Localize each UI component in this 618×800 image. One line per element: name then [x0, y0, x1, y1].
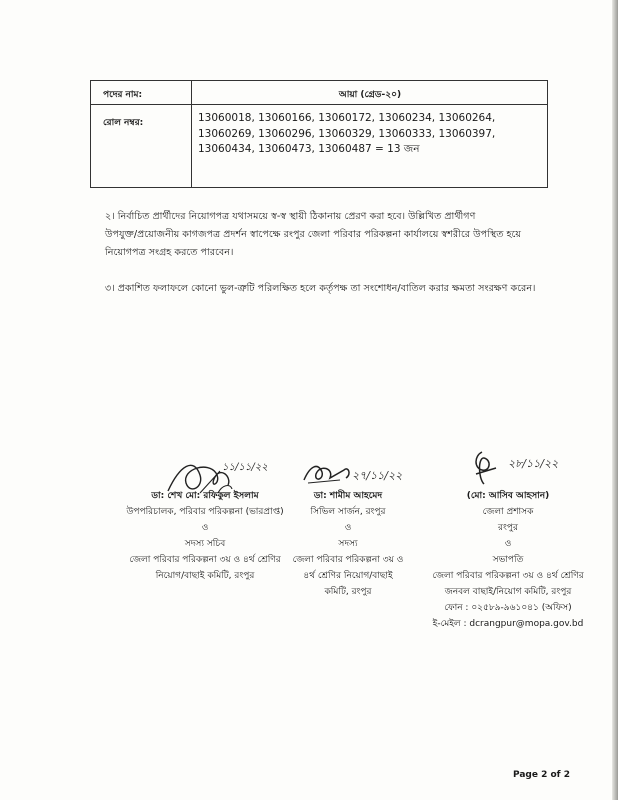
paragraph-2: [105, 208, 545, 262]
signatory-left: [110, 488, 300, 584]
signatory-middle: [278, 488, 418, 600]
signature-date-left: ১১/১১/২২: [222, 462, 268, 473]
signatory-line: জেলা পরিবার পরিকল্পনা ৩য় ও: [292, 555, 404, 565]
signatory-line: ৪র্থ শ্রেণির নিয়োগ/বাছাই: [303, 571, 393, 581]
signatory-line: জেলা পরিবার পরিকল্পনা ৩য় ও ৪র্থ শ্রেণির: [129, 555, 281, 565]
signature-right: [470, 448, 510, 488]
signatory-line: সদস্য: [338, 539, 358, 549]
signatory-line: ও: [344, 523, 352, 533]
signatory-line: সভাপতি: [492, 555, 524, 565]
signatory-email[interactable]: ই-মেইল : dcrangpur@mopa.gov.bd: [432, 619, 584, 629]
signatory-line: কমিটি, রংপুর: [324, 587, 372, 597]
signatory-line: সদস্য সচিব: [184, 539, 226, 549]
signatory-right: [398, 488, 618, 632]
signatory-line: জনবল বাছাই/নিয়োগ কমিটি, রংপুর: [444, 587, 572, 597]
signatory-line: নিয়োগ/বাছাই কমিটি, রংপুর: [155, 571, 255, 581]
signatory-line: জেলা প্রশাসক: [482, 507, 534, 517]
signatory-line: রংপুর: [498, 523, 518, 533]
signatory-name: ডা: শেখ মো: রফিকুল ইসলাম: [151, 491, 259, 501]
paragraph-3: ৩। প্রকাশিত ফলাফলে কোনো ভুল-ত্রুটি পরিলক্ষিত হলে কর্তৃপক্ষ তা সংশোধন/বাতিল করার ক্ষমতা সংরক্ষণ করেন।: [105, 283, 536, 294]
paragraph-line: নিয়োগপত্র সংগ্রহ করতে পারবেন।: [105, 247, 234, 258]
page-edge-shadow: [612, 0, 618, 800]
roll-line: 13060018, 13060166, 13060172, 13060234, 13060264,: [198, 112, 496, 124]
signatory-line: জেলা পরিবার পরিকল্পনা ৩য় ও ৪র্থ শ্রেণির: [432, 571, 584, 581]
signatory-line: ও: [504, 539, 512, 549]
roll-line: 13060269, 13060296, 13060329, 13060333, 13060397,: [198, 127, 496, 140]
signatory-name: ডা: শামীম আহমেদ: [313, 491, 383, 501]
roll-line: 13060434, 13060473, 13060487 = 13 জন: [198, 143, 420, 155]
signatory-line: উপপরিচালক, পরিবার পরিকল্পনা (ভারপ্রাপ্ত): [126, 507, 284, 517]
result-table: [90, 80, 548, 188]
signatory-name: (মো: আসিব আহসান): [466, 491, 550, 501]
paragraph-line: ২। নির্বাচিত প্রার্থীদের নিয়োগপত্র যথাসময়ে স্ব-স্ব স্থায়ী ঠিকানায় প্রেরণ করা হবে। উল্লিখিত প্রার্থীগণ: [105, 211, 476, 222]
signatory-line: ও: [201, 523, 209, 533]
post-value: আয়া (গ্রেড-২০): [338, 90, 402, 100]
page-number: Page 2 of 2: [513, 770, 570, 780]
signatory-line: সিভিল সার্জন, রংপুর: [310, 507, 386, 517]
signature-date-middle: ২৭/১১/২২: [352, 469, 403, 482]
roll-label: রোল নম্বর:: [103, 118, 144, 128]
signature-date-right: ২৮/১১/২২: [508, 457, 559, 470]
paragraph-line: উপযুক্ত/প্রয়োজনীয় কাগজপত্র প্রদর্শন স্বাপেক্ষে রংপুর জেলা পরিবার পরিকল্পনা কার্যালয়ে স্বশরীরে উপস্থিত হয়ে: [105, 229, 522, 240]
post-label: পদের নাম:: [103, 90, 143, 100]
roll-numbers: [198, 111, 544, 158]
signatory-phone: ফোন : ০২৫৮৯-৯৬১০৪১ (অফিস): [444, 603, 572, 613]
